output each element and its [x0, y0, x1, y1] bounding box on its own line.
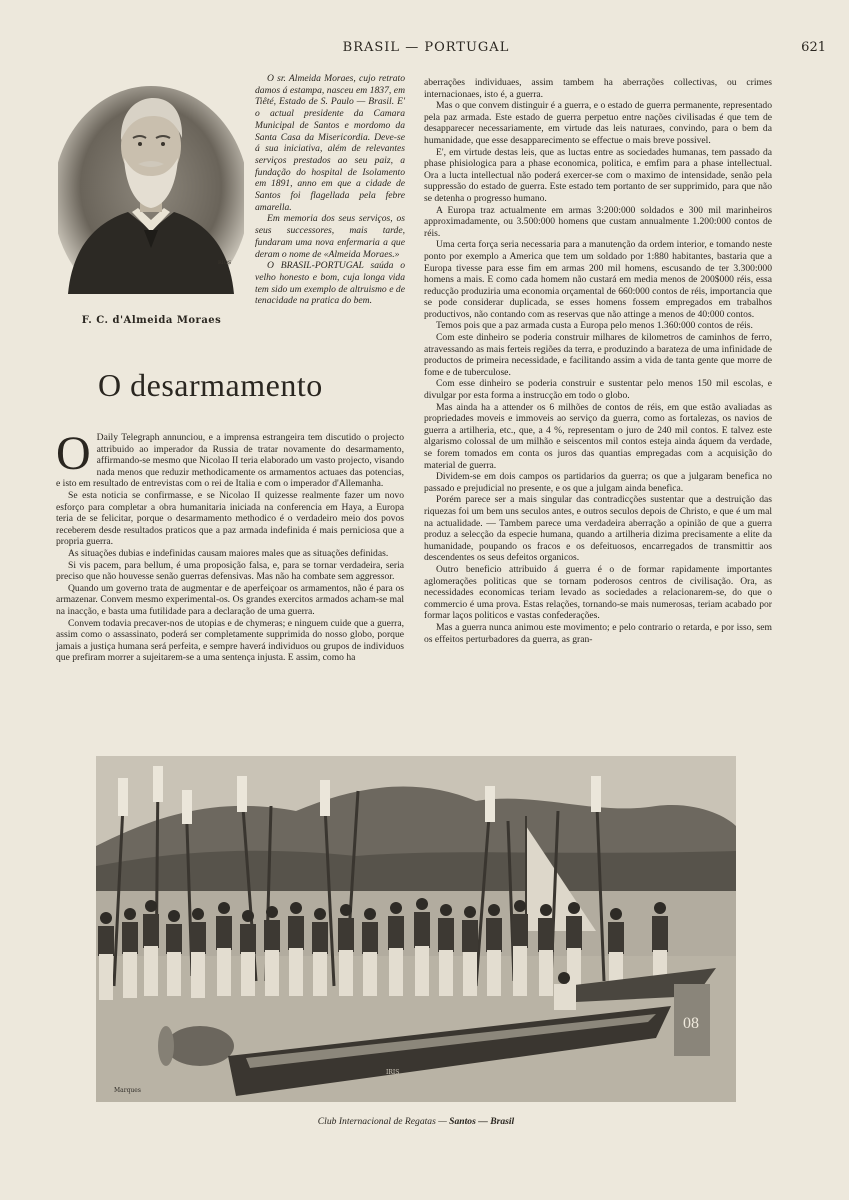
caption-club: Club Internacional de Regatas — — [317, 1116, 447, 1127]
article-paragraph: Com esse dinheiro se poderia construir e sustentar pelo menos 150 mil escolas, e divulgar por esta forma a instrucção em todo o globo. — [424, 378, 772, 402]
article-title: O desarmamento — [98, 367, 323, 403]
article-paragraph: Daily Telegraph annunciou, e a imprensa estrangeira tem discutido o projecto attribuido ao imperador da Russia de tratar novamente do desarmamento, affirmando-se mesmo que Nicolao II teria elaborado um vasto projecto, visando nada menos que reduzir methodicamente os armamentos actuaes das potencias, e isto em resultado de entrevistas com o rei de Italia e com o imperador d'Allemanha. — [56, 432, 404, 490]
barrel-number: 08 — [683, 1015, 699, 1032]
article-paragraph: Outro beneficio attribuido á guerra é o de formar rapidamente importantes aglomerações politicas que se tornam poderosos centros de civilisação. Ora, as necessidades economicas teriam levado as sociedades a relacionarem-se, do que o commercio é uma prova. Estas relações, tornando-se mais numerosas, teriam acabado por formar laços politicos e vastas confederações. — [424, 563, 772, 622]
drop-cap: O — [56, 427, 91, 480]
page-header — [56, 40, 826, 60]
article-paragraph: Temos pois que a paz armada custa a Europa pelo menos 1.360:000 contos de réis. — [436, 320, 753, 332]
bio-paragraph: O BRASIL-PORTUGAL saúda o velho honesto e bom, cuja longa vida tem sido um exemplo de altruismo e de tenacidade na pratica do bem. — [255, 260, 405, 307]
article-paragraph: aberrações individuaes, assim tambem ha aberrações collectivas, ou crimes internacionaes, isto é, a guerra. — [424, 77, 772, 100]
article-paragraph: E', em virtude destas leis, que as luctas entre as sociedades humanas, tem passado da phase phisiologica para a phase economica, politica, e emfim para a phase intellectual. Ora a lucta intellectual não poderá exercer-se com o maximo de intensidade, senão pela suppressão do estado de guerra. Este estado tem portanto de ser supprimido, para que não se detenha o progresso humano. — [424, 146, 772, 204]
page-number: 621 — [801, 40, 826, 55]
regatta-photo-illustration — [96, 756, 736, 1102]
article-column-right — [424, 77, 772, 645]
portrait-caption: F. C. d'Almeida Moraes — [81, 315, 222, 326]
caption-city: Santos — [449, 1116, 476, 1127]
caption-separator: — — [475, 1116, 491, 1127]
portrait-signature: RIOS — [218, 260, 232, 266]
regatta-photograph — [96, 756, 736, 1102]
article-paragraph: Convem todavia precaver-nos de utopias e de chymeras; e ninguem cuide que a guerra, assim como o assassinato, poderá ser completamente supprimida do nosso globo, porque jamais a justiça humana será perfeita, e sempre haverá individuos ou grupos de individuos que prefiram morrer a sujeitarem-se a uma sentença injusta. E assim, como ha — [56, 617, 404, 664]
bio-paragraph: O sr. Almeida Moraes, cujo retrato damos á estampa, nasceu em 1837, em Tiêté, Estado de S. Paulo — Brasil. E' o actual presidente da Camara Municipal de Santos e mordomo da Santa Casa da Misericordia. Deve-se á sua iniciativa, além de relevantes serviços prestados ao seu paiz, a fundação do hospital de Isolamento em 1891, anno em que a cidade de Santos foi flagellada pela febre amarella. — [255, 73, 405, 213]
biography-column — [255, 73, 405, 307]
running-head: BRASIL — PORTUGAL — [342, 40, 510, 55]
article-paragraph: Dividem-se em dois campos os partidarios da guerra; os que a julgaram benefica no passado e prejudicial no presente, e os que a julgam ainda benefica. — [424, 471, 772, 494]
article-paragraph: As situações dubias e indefinidas causam maiores males que as situações definidas. — [68, 547, 389, 559]
bio-paragraph: Em memoria dos seus serviços, os seus successores, mais tarde, fundaram uma nova enfermaria a que deram o nome de «Almeida Moraes.» — [255, 213, 405, 260]
article-paragraph: Com este dinheiro se poderia construir milhares de kilometros de caminhos de ferro, atravessando as mais ferteis regiões da terra, e produzindo a barateza de uma infinidade de productos de primeira necessidade, e facilitando assim a vida de tanta gente que morre de fome e de tuberculose. — [424, 332, 772, 378]
boat-name: IRIS — [386, 1069, 400, 1076]
article-paragraph: Si vis pacem, para bellum, é uma proposição falsa, e, para se tornar verdadeira, seria preciso que não houvesse senão guerras defensivas. Mas não ha combate sem aggressor. — [56, 559, 404, 583]
article-paragraph: Uma certa força seria necessaria para a manutenção da ordem interior, e tomando neste ponto por exemplo a America que tem um soldado por 1:880 habitantes, bastaria que a Europa tivesse para esse fim em armas 200 mil homens, escusando de ter 3.300:000 homens a mais. E como cada homem não custará em media menos de 200$000 réis, essa reducção produziria uma economia orçamental de 660:000 contos de réis, importancia que se pode considerar duplicada, se esses homens fossem empregados em trabalhos productivos, não contando com as reservas que não attinge a menos de 40:000 contos. — [424, 239, 772, 320]
portrait-illustration — [58, 80, 244, 294]
photographer-mark: Marques — [114, 1087, 141, 1094]
article-paragraph: Quando um governo trata de augmentar e de aperfeiçoar os armamentos, não é para os armazenar. Convem mesmo experimental-os. Os grandes exercitos armados acham-se mal na inacção, e basta uma futilidade para a declaração de uma guerra. — [56, 582, 404, 617]
article-paragraph: Mas o que convem distinguir é a guerra, e o estado de guerra permanente, representado pela paz armada. Este estado de guerra perpetuo entre nações civilisadas é que tem de desapparecer necessariamente, em virtude das leis naturaes, convindo, para o bem da humanidade, que esse desapparecimento se effectue o mais breve possivel. — [424, 100, 772, 146]
caption-country: Brasil — [490, 1116, 515, 1127]
photo-caption — [96, 1116, 736, 1127]
article-paragraph: Mas a guerra nunca animou este movimento; e pelo contrario o retarda, e por isso, sem os effeitos perturbadores da guerra, as gran- — [424, 621, 772, 645]
article-column-left — [56, 427, 404, 664]
article-paragraph: Porém parece ser a mais singular das contradicções sustentar que a destruição das riquezas foi um bem uns seculos antes, e outros seculos depois de Christo, e que é um mal na actualidade. — Tambem parece uma verdadeira aberração a opinião de que a guerra produz a selecção da especie humana, quando a artilheria dizima precisamente a elite da humanidade, poupando os fracos e os defeituosos, encarregados de transmittir aos descendentes os seus defeitos organicos. — [424, 494, 772, 564]
article-paragraph: Se esta noticia se confirmasse, e se Nicolao II quizesse realmente fazer um novo esforço para completar a obra humanitaria iniciada na conferencia em Haya, a Europa teria de se felicitar, porque o desarmamento methodico é o verdadeiro meio dos povos receberem desde resultados praticos que a paz armada indefinida é mais perniciosa que a propria guerra. — [56, 489, 404, 548]
article-paragraph: Mas ainda ha a attender os 6 milhões de contos de réis, em que estão avaliadas as propriedades moveis e immoveis ao serviço da guerra, como as fortalezas, os navios de guerra a artilheria, etc., que, a 4 %, representam o juro de 240 mil contos. E talvez este algarismo colossal de um milhão e seiscentos mil contos esteja ainda áquem da verdade, se forem tomados em conta os juros das quantias empregadas com a acquisição do material de guerra. — [424, 401, 772, 471]
portrait-engraving — [58, 80, 244, 294]
article-paragraph: A Europa traz actualmente em armas 3:200:000 soldados e 300 mil marinheiros approximadamente, ou 3.500:000 homens que custam annualmente 1.200:000 contos de réis. — [424, 204, 772, 239]
